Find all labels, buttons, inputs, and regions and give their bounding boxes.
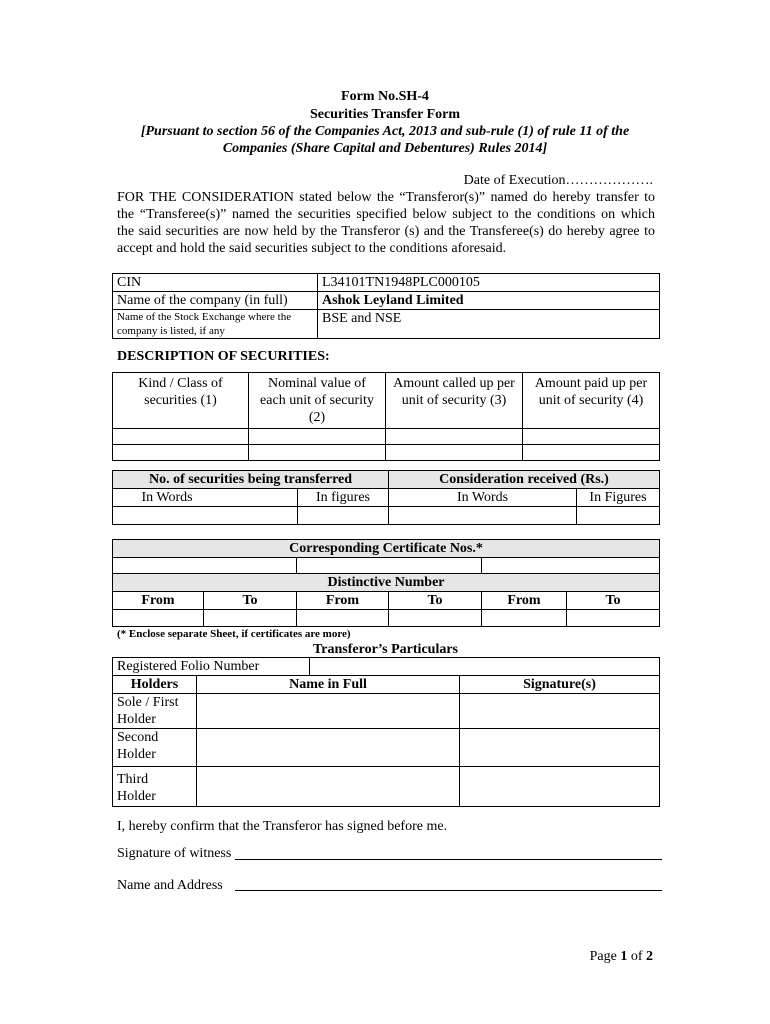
folio-value[interactable]: [310, 658, 660, 676]
third-holder-signature-field[interactable]: [460, 767, 660, 807]
form-subtitle-line2: Companies (Share Capital and Debentures) Rules 2014]: [222, 141, 548, 156]
desc-cell[interactable]: [386, 429, 523, 445]
form-subtitle-line1: [Pursuant to section 56 of the Companies Act, 2013 and sub-rule (1) of rule 11 of the: [140, 124, 630, 139]
cin-label: CIN: [113, 274, 318, 292]
desc-cell[interactable]: [249, 445, 386, 461]
form-number: Form No.SH-4: [341, 89, 429, 104]
sole-first-holder-label: Sole / First Holder: [113, 694, 197, 729]
distinctive-cell[interactable]: [482, 610, 567, 627]
transferor-table: [112, 657, 660, 807]
col-amount-called: Amount called up per unit of security (3): [386, 373, 523, 429]
page-prefix: Page: [589, 949, 621, 964]
stock-exchange-value[interactable]: BSE and NSE: [318, 310, 660, 339]
certificate-nos-header: Corresponding Certificate Nos.*: [113, 540, 660, 558]
company-table: [112, 273, 660, 339]
witness-signature-label: Signature of witness: [117, 846, 232, 861]
in-figures-label: In figures: [298, 489, 389, 507]
second-holder-name-field[interactable]: [197, 729, 460, 767]
securities-in-figures-cell[interactable]: [298, 507, 389, 525]
distinctive-cell[interactable]: [113, 610, 204, 627]
second-holder-signature-field[interactable]: [460, 729, 660, 767]
distinctive-cell[interactable]: [567, 610, 660, 627]
col-nominal-value: Nominal value of each unit of security (2): [249, 373, 386, 429]
folio-label: Registered Folio Number: [113, 658, 310, 676]
desc-cell[interactable]: [523, 429, 660, 445]
transfer-table: [112, 470, 660, 525]
consideration-paragraph: [117, 189, 655, 257]
description-heading: DESCRIPTION OF SECURITIES:: [117, 349, 330, 364]
page-total: 2: [646, 949, 653, 964]
consideration-line: the said securities are now held by the Transferor (s) and the Transferee(s) do hereby agree to: [117, 224, 655, 239]
no-of-securities-header: No. of securities being transferred: [113, 471, 389, 489]
name-in-full-header: Name in Full: [197, 676, 460, 694]
company-name-value[interactable]: Ashok Leyland Limited: [318, 292, 660, 310]
cin-value[interactable]: L34101TN1948PLC000105: [318, 274, 660, 292]
to-label: To: [389, 592, 482, 610]
certificate-cell[interactable]: [297, 558, 482, 574]
desc-cell[interactable]: [523, 445, 660, 461]
consideration-in-words-cell[interactable]: [389, 507, 577, 525]
distinctive-cell[interactable]: [297, 610, 389, 627]
transferor-heading: Transferor’s Particulars: [312, 642, 458, 657]
desc-cell[interactable]: [113, 445, 249, 461]
description-table: [112, 372, 660, 461]
consideration-header: Consideration received (Rs.): [389, 471, 660, 489]
signature-header: Signature(s): [460, 676, 660, 694]
witness-signature-line[interactable]: [235, 859, 662, 860]
certificate-cell[interactable]: [482, 558, 660, 574]
in-words-label: In Words: [389, 489, 577, 507]
witness-confirmation: I, hereby confirm that the Transferor has signed before me.: [117, 819, 448, 834]
third-holder-name-field[interactable]: [197, 767, 460, 807]
col-kind-class: Kind / Class of securities (1): [113, 373, 249, 429]
company-name-label: Name of the company (in full): [113, 292, 318, 310]
from-label: From: [113, 592, 204, 610]
certificate-note: (* Enclose separate Sheet, if certificates are more): [117, 628, 351, 640]
distinctive-cell[interactable]: [204, 610, 297, 627]
desc-cell[interactable]: [386, 445, 523, 461]
name-address-label: Name and Address: [117, 878, 223, 893]
to-label: To: [567, 592, 660, 610]
consideration-line: accept and hold the said securities subject to the conditions aforesaid.: [117, 241, 507, 256]
col-amount-paid: Amount paid up per unit of security (4): [523, 373, 660, 429]
certificate-table: [112, 539, 660, 627]
stock-exchange-label: Name of the Stock Exchange where the company is listed, if any: [113, 310, 318, 339]
in-words-label: In Words: [113, 489, 298, 507]
page-of: of: [627, 949, 646, 964]
second-holder-label: Second Holder: [113, 729, 197, 767]
name-address-line[interactable]: [235, 890, 662, 891]
desc-cell[interactable]: [249, 429, 386, 445]
form-title: Securities Transfer Form: [309, 107, 461, 122]
consideration-in-figures-cell[interactable]: [577, 507, 660, 525]
distinctive-number-header: Distinctive Number: [113, 574, 660, 592]
consideration-line: FOR THE CONSIDERATION stated below the “Transferor(s)” named do hereby transfer to: [117, 190, 655, 205]
in-figures-label: In Figures: [577, 489, 660, 507]
holders-header: Holders: [113, 676, 197, 694]
sole-holder-signature-field[interactable]: [460, 694, 660, 729]
third-holder-label: Third Holder: [113, 767, 197, 807]
securities-in-words-cell[interactable]: [113, 507, 298, 525]
certificate-cell[interactable]: [113, 558, 297, 574]
desc-cell[interactable]: [113, 429, 249, 445]
page-current: 1: [620, 949, 628, 964]
date-of-execution[interactable]: Date of Execution……………….: [463, 173, 653, 188]
to-label: To: [204, 592, 297, 610]
sole-holder-name-field[interactable]: [197, 694, 460, 729]
page-number: [590, 948, 653, 965]
consideration-line: the “Transferee(s)” named the securities specified below subject to the conditions on which: [117, 207, 655, 222]
from-label: From: [297, 592, 389, 610]
distinctive-cell[interactable]: [389, 610, 482, 627]
from-label: From: [482, 592, 567, 610]
